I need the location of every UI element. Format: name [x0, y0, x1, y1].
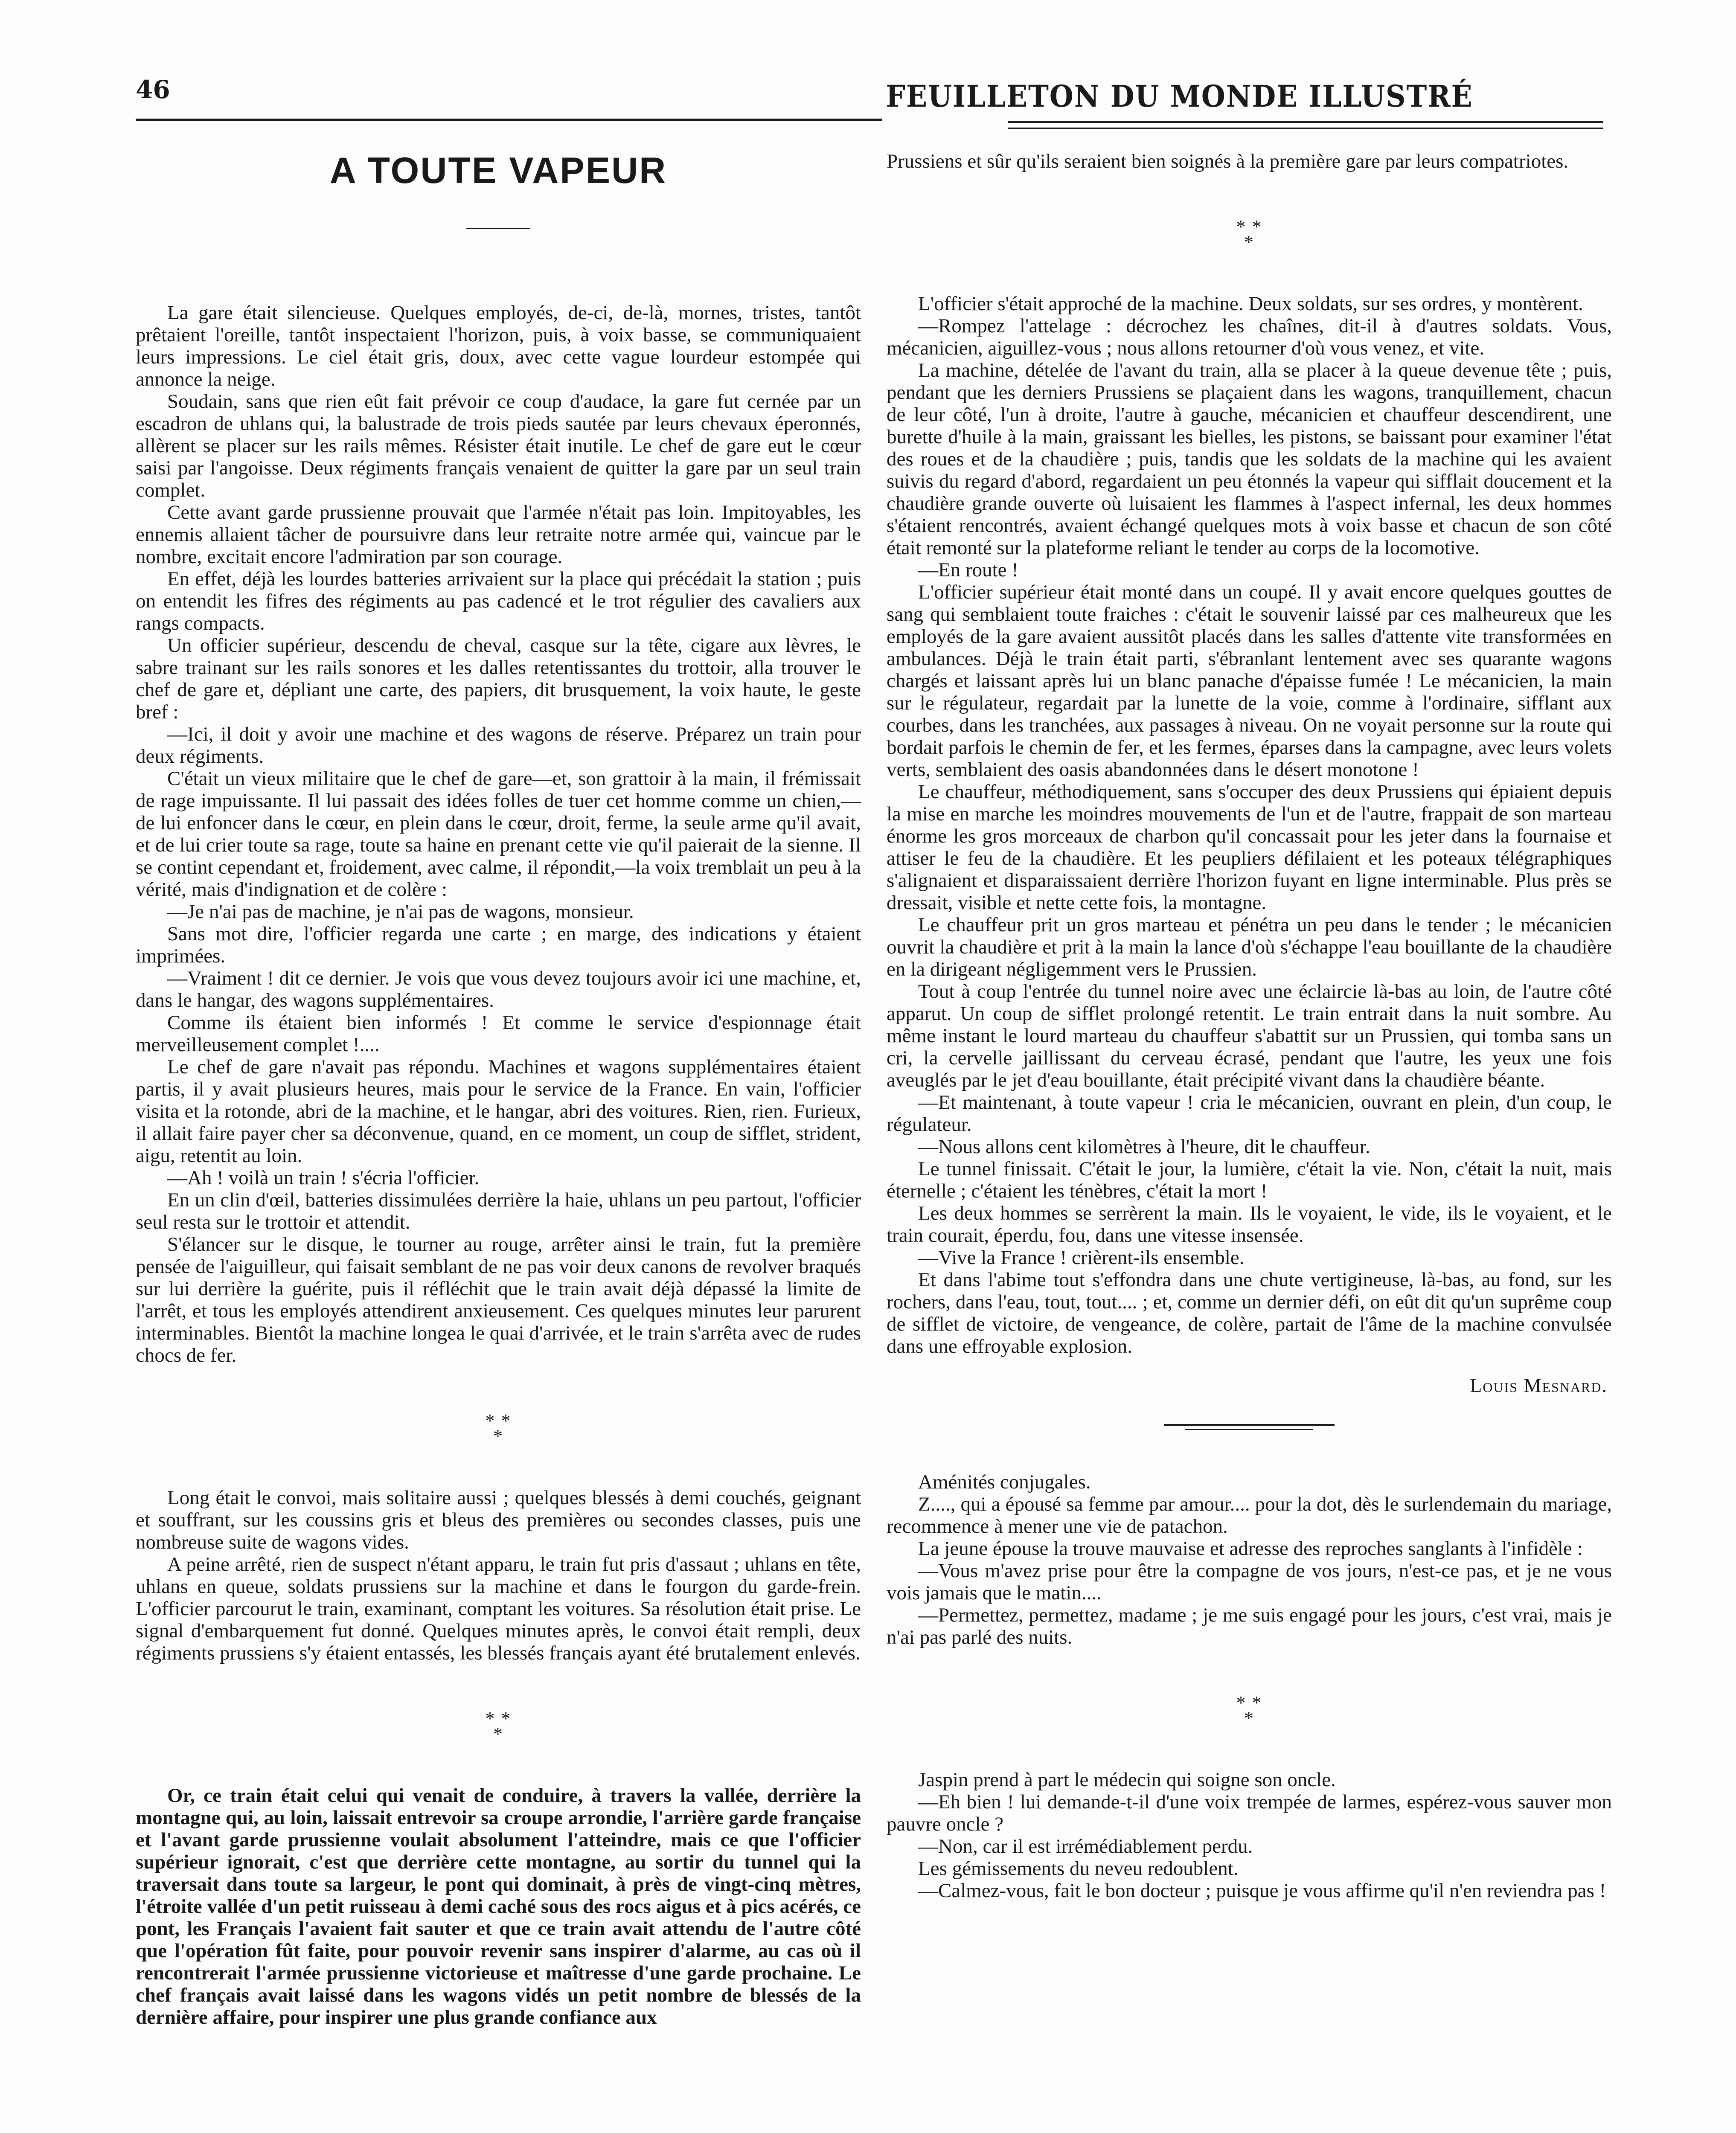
paragraph: Long était le convoi, mais solitaire aussi ; quelques blessés à demi couchés, geignant et souffrant, sur les coussins gris et bleus des premières ou secondes classes, puis une nombreuse suite de wagons vides.	[136, 1487, 861, 1553]
masthead-title: FEUILLETON DU MONDE ILLUSTRÉ	[886, 78, 1473, 114]
page-number: 46	[136, 75, 170, 104]
paragraph: L'officier s'était approché de la machine. Deux soldats, sur ses ordres, y montèrent.	[918, 293, 1583, 315]
paragraph: Prussiens et sûr qu'ils seraient bien soignés à la première gare par leurs compatriotes.	[887, 150, 1569, 172]
paragraph: La machine, dételée de l'avant du train, alla se placer à la queue devenue tête ; puis, pendant que les derniers Prussiens se plaçaient dans les wagons, tranquillement, chacun de leur côté, l'un à droite, l'autre à gauche, mécanicien et chauffeur descendirent, une burette d'huile à la main, graissant les bielles, les pistons, se baissant pour examiner l'état des roues et de la chaudière ; puis, tandis que les soldats de la machine qui les avaient suivis du regard d'abord, regardaient un peu étonnés la vapeur qui sifflait doucement et la chaudière grande ouverte où luisaient les flammes à l'aspect infernal, les deux hommes s'étaient rencontrés, avaient échangé quelques mots à voix basse et chacun de son côté était remonté sur la plateforme reliant le tender au corps de la locomotive.	[887, 359, 1612, 559]
paragraph: —Et maintenant, à toute vapeur ! cria le mécanicien, ouvrant en plein, d'un coup, le régulateur.	[887, 1091, 1612, 1136]
paragraph: —Calmez-vous, fait le bon docteur ; puisque je vous affirme qu'il n'en reviendra pas !	[918, 1880, 1606, 1902]
paragraph: —Nous allons cent kilomètres à l'heure, dit le chauffeur.	[918, 1136, 1370, 1158]
running-head	[136, 73, 1603, 124]
story-title: A TOUTE VAPEUR	[329, 150, 667, 191]
paragraph: Jaspin prend à part le médecin qui soigne son oncle.	[918, 1769, 1336, 1791]
paragraph: —Ici, il doit y avoir une machine et des wagons de réserve. Préparez un train pour deux régiments.	[136, 723, 861, 767]
paragraph: —Permettez, permettez, madame ; je me suis engagé pour les jours, c'est vrai, mais je n'ai pas parlé des nuits.	[887, 1604, 1612, 1648]
story-section-2	[136, 1487, 861, 1664]
paragraph: —Ah ! voilà un train ! s'écria l'officier.	[167, 1167, 480, 1189]
paragraph: C'était un vieux militaire que le chef de gare—et, son grattoir à la main, il frémissait de rage impuissante. Il lui passait des idées folles de tuer cet homme comme un chien,—de lui enfoncer dans le cœur, en plein dans le cœur, droit, ferme, la seule arme qu'il avait, et de lui crier toute sa rage, toute sa haine en prenant cette vie qu'il paierait de la sienne. Il se contint cependant et, froidement, avec calme, il répondit,—la voix tremblait un peu à la vérité, mais d'indignation et de colère :	[136, 767, 861, 901]
section-asterism: * * *	[1236, 1692, 1262, 1729]
story-section-3	[136, 1784, 861, 2028]
paragraph: —Vive la France ! crièrent-ils ensemble.	[918, 1247, 1245, 1269]
paragraph: Un officier supérieur, descendu de cheval, casque sur la tête, cigare aux lèvres, le sabre trainant sur les rails sonores et les dalles retentissantes du trottoir, alla trouver le chef de gare et, dépliant une carte, des papiers, dit brusquement, la voix haute, le geste bref :	[136, 634, 861, 723]
header-rule-right	[1008, 121, 1603, 129]
author-signature: Louis Mesnard.	[1470, 1375, 1608, 1396]
paragraph: S'élancer sur le disque, le tourner au rouge, arrêter ainsi le train, fut la première pensée de l'aiguilleur, qui faisait semblant de ne pas voir deux canons de revolver braqués sur lui derrière la guérite, puis il réfléchit que le train avait déjà dépassé la limite de l'arrêt, et tous les employés attendirent anxieusement. Ces quelques minutes leur parurent interminables. Bientôt la machine longea le quai d'arrivée, et le train s'arrêta avec de rudes chocs de fer.	[136, 1233, 861, 1366]
paragraph: Les deux hommes se serrèrent la main. Ils le voyaient, le vide, ils le voyaient, et le train courait, éperdu, fou, dans une vitesse insensée.	[887, 1202, 1612, 1247]
paragraph: Le tunnel finissait. C'était le jour, la lumière, c'était la vie. Non, c'était la nuit, mais éternelle ; c'étaient les ténèbres, c'était la mort !	[887, 1158, 1612, 1202]
paragraph: Les gémissements du neveu redoublent.	[918, 1857, 1239, 1880]
paragraph: —En route !	[918, 559, 1018, 581]
paragraph: —Eh bien ! lui demande-t-il d'une voix trempée de larmes, espérez-vous sauver mon pauvre oncle ?	[887, 1791, 1612, 1835]
paragraph: En un clin d'œil, batteries dissimulées derrière la haie, uhlans un peu partout, l'officier seul resta sur le trottoir et attendit.	[136, 1189, 861, 1233]
section-asterism: * * *	[485, 1410, 512, 1447]
paragraph: Soudain, sans que rien eût fait prévoir ce coup d'audace, la gare fut cernée par un escadron de uhlans qui, la balustrade de trois pieds sautée par leurs chevaux éperonnés, allèrent se placer sur les rails mêmes. Résister était inutile. Le chef de gare eut le cœur saisi par l'angoisse. Deux régiments français venaient de quitter la gare par un seul train complet.	[136, 390, 861, 501]
story-section-4	[887, 293, 1612, 1357]
paragraph: —Non, car il est irrémédiablement perdu.	[918, 1835, 1253, 1857]
paragraph: —Je n'ai pas de machine, je n'ai pas de wagons, monsieur.	[167, 901, 634, 923]
story-section-1	[136, 302, 861, 1366]
paragraph: A peine arrêté, rien de suspect n'étant apparu, le train fut pris d'assaut ; uhlans en tête, uhlans en queue, soldats prussiens sur la machine et dans le fourgon du garde-frein. L'officier parcourut le train, examinant, comptant les voitures. Sa résolution était prise. Le signal d'embarquement fut donné. Quelques minutes après, le convoi était rempli, deux régiments prussiens s'y étaient entassés, les blessés français ayant été brutalement enlevés.	[136, 1553, 861, 1664]
paragraph: Et dans l'abime tout s'effondra dans une chute vertigineuse, là-bas, au fond, sur les rochers, dans l'eau, tout, tout.... ; et, comme un dernier défi, on eût dit qu'un suprême coup de sifflet de victoire, de vengeance, de colère, partait de l'âme de la machine convulsée dans une effroyable explosion.	[887, 1269, 1612, 1357]
paragraph: Or, ce train était celui qui venait de conduire, à travers la vallée, derrière la montagne qui, au loin, laissait entrevoir sa croupe arrondie, l'arrière garde française et l'avant garde prussienne voulait absolument l'atteindre, mais ce que l'officier supérieur ignorait, c'est que derrière cette montagne, au sortir du tunnel qui la traversait dans toute sa largeur, le pont qui dominait, à près de vingt-cinq mètres, l'étroite vallée d'un petit ruisseau à demi caché sous des rocs aigus et à pics acérés, ce pont, les Français l'avaient fait sauter et que ce train avait attendu de l'autre côté que l'opération fût faite, pour pouvoir revenir sans inspirer d'alarme, au cas où il rencontrerait l'armée prussienne victorieuse et maîtresse d'une garde prochaine. Le chef français avait laissé dans les wagons vidés un petit nombre de blessés de la dernière affaire, pour inspirer une plus grande confiance aux	[136, 1784, 861, 2028]
paragraph: Comme ils étaient bien informés ! Et comme le service d'espionnage était merveilleusement complet !....	[136, 1011, 861, 1056]
filler-anecdote-2	[887, 1769, 1612, 1902]
paragraph: Le chef de gare n'avait pas répondu. Machines et wagons supplémentaires étaient partis, il y avait plusieurs heures, mais pour le service de la France. En vain, l'officier visita et la rotonde, abri de la machine, et le hangar, abri des voitures. Rien, rien. Furieux, il allait faire payer cher sa déconvenue, quand, en ce moment, un coup de sifflet, strident, aigu, retentit au loin.	[136, 1056, 861, 1167]
paragraph: En effet, déjà les lourdes batteries arrivaient sur la place qui précédait la station ; puis on entendit les fifres des régiments au pas cadencé et le trot régulier des cavaliers aux rangs compacts.	[136, 568, 861, 634]
paragraph: —Vous m'avez prise pour être la compagne de vos jours, n'est-ce pas, et je ne vous vois jamais que le matin....	[887, 1560, 1612, 1604]
paragraph: L'officier supérieur était monté dans un coupé. Il y avait encore quelques gouttes de sang qui semblaient toute fraiches : c'était le souvenir laissé par ces malheureux que les employés de la gare avaient aussitôt placés dans les salles d'attente vite transformées en ambulances. Déjà le train était parti, s'ébranlant lentement avec ses quarante wagons chargés et laissant après lui un blanc panache d'épaisse fumée ! Le mécanicien, la main sur le régulateur, regardait par la lunette de la voie, comme à l'ordinaire, sifflant aux courbes, dans les tranchées, aux passages à niveau. On ne voyait personne sur la route qui bordait parfois le chemin de fer, et les fermes, éparses dans la campagne, avec leurs volets verts, semblaient des oasis abandonnées dans le désert monotone !	[887, 581, 1612, 781]
paragraph: Z...., qui a épousé sa femme par amour.... pour la dot, dès le surlendemain du mariage, recommence à mener une vie de patachon.	[887, 1493, 1612, 1537]
title-rule	[466, 228, 530, 229]
paragraph: La gare était silencieuse. Quelques employés, de-ci, de-là, mornes, tristes, tantôt prêtaient l'oreille, tantôt inspectaient l'horizon, puis, à voix basse, se communiquaient leurs impressions. Le ciel était gris, doux, avec cette vague lourdeur estompée qui annonce la neige.	[136, 302, 861, 390]
section-asterism: * * *	[485, 1708, 512, 1744]
paragraph: Tout à coup l'entrée du tunnel noire avec une éclaircie là-bas au loin, de l'autre côté apparut. Un coup de sifflet prolongé retentit. Le train entrait dans la nuit sombre. Au même instant le lourd marteau du chauffeur s'abattit sur un Prussien, qui tomba sans un cri, la cervelle jaillissant du cerveau écrasé, pendant que l'autre, les yeux une fois aveuglés par le jet d'eau bouillante, était précipité vivant dans la chaudière béante.	[887, 980, 1612, 1091]
right-column	[887, 150, 1612, 1902]
paragraph: Cette avant garde prussienne prouvait que l'armée n'était pas loin. Impitoyables, les ennemis allaient tâcher de poursuivre dans leur retraite notre armée qui, vaincue par le nombre, excitait encore l'admiration par son courage.	[136, 501, 861, 568]
paragraph: Sans mot dire, l'officier regarda une carte ; en marge, des indications y étaient imprimées.	[136, 923, 861, 967]
paragraph: Le chauffeur, méthodiquement, sans s'occuper des deux Prussiens qui épiaient depuis la mise en marche les moindres mouvements de l'un et de l'autre, frappait de son marteau énorme les gros morceaux de charbon qu'il concassait pour les jeter dans la fournaise et attiser le feu de la chaudière. Et les peupliers défilaient et les poteaux télégraphiques s'alignaient et disparaissaient derrière l'horizon fuyant en ligne interminable. Plus près se dressait, visible et nette cette fois, la montagne.	[887, 781, 1612, 914]
filler-anecdote-1	[887, 1471, 1612, 1648]
header-rule-left	[136, 119, 882, 121]
left-column	[136, 145, 861, 2028]
filler-heading: Aménités conjugales.	[918, 1471, 1091, 1493]
story-end-rule	[1164, 1424, 1335, 1430]
story-continuation	[887, 150, 1612, 172]
section-asterism: * * *	[1236, 216, 1262, 253]
paragraph: La jeune épouse la trouve mauvaise et adresse des reproches sanglants à l'infidèle :	[918, 1537, 1583, 1560]
paragraph: —Vraiment ! dit ce dernier. Je vois que vous devez toujours avoir ici une machine, et, dans le hangar, des wagons supplémentaires.	[136, 967, 861, 1011]
paragraph: Le chauffeur prit un gros marteau et pénétra un peu dans le tender ; le mécanicien ouvrit la chaudière et prit à la main la lance d'où s'échappe l'eau bouillante de la chaudière en la dirigeant négligemment vers le Prussien.	[887, 914, 1612, 980]
paragraph: —Rompez l'attelage : décrochez les chaînes, dit-il à d'autres soldats. Vous, mécanicien, aiguillez-vous ; nous allons retourner d'où vous venez, et vite.	[887, 315, 1612, 359]
